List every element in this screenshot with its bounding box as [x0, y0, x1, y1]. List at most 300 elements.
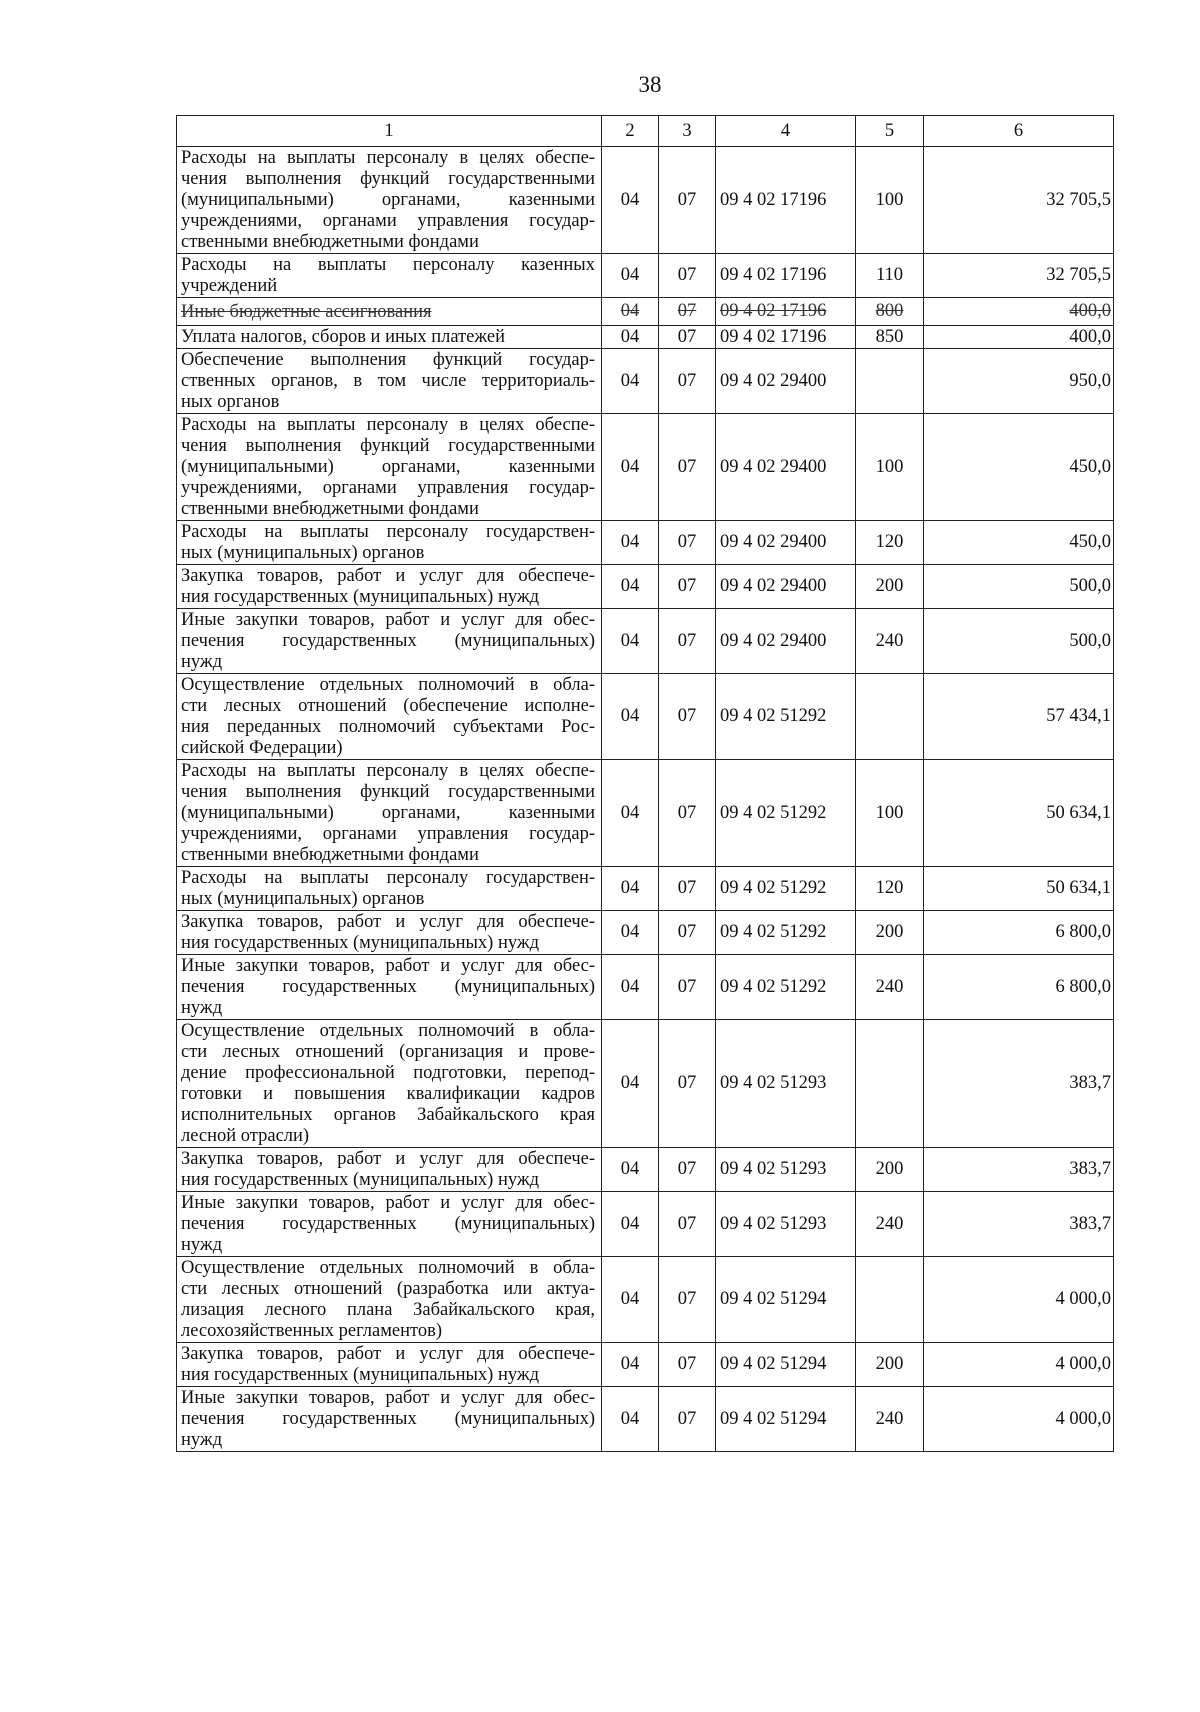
row-target-article: [716, 298, 856, 326]
row-section-value: 04: [620, 706, 640, 726]
row-amount: [924, 147, 1114, 254]
row-subsection-value: 07: [677, 1073, 697, 1093]
row-target-article-value: 09 4 02 51292: [720, 802, 827, 823]
column-header-6: 6: [924, 116, 1114, 147]
row-target-article-value: 09 4 02 51293: [720, 1073, 827, 1093]
row-expense-type-value: 800: [875, 301, 904, 321]
row-amount-value: 450,0: [1069, 456, 1111, 477]
column-header-4: 4: [716, 116, 856, 147]
description-line: учреждений: [181, 276, 278, 296]
row-subsection: [659, 521, 716, 565]
row-target-article-value: 09 4 02 51292: [720, 706, 827, 726]
row-target-article-value: 09 4 02 29400: [720, 630, 827, 651]
row-expense-type: [856, 1387, 924, 1452]
row-target-article-value: 09 4 02 51294: [720, 1289, 827, 1309]
row-expense-type: [856, 674, 924, 760]
row-amount: [924, 1387, 1114, 1452]
table-row: [177, 147, 1114, 254]
row-section-value: 04: [620, 976, 640, 997]
description-line: Закупка товаров, работ и услуг для обеспече-: [181, 912, 595, 932]
description-line: готовки и повышения квалификации кадров: [181, 1084, 595, 1104]
row-subsection: [659, 760, 716, 867]
row-subsection: [659, 1148, 716, 1192]
description-line: Осуществление отдельных полномочий в обла-: [181, 675, 595, 695]
row-expense-type-value: 200: [875, 576, 904, 596]
row-section: [602, 254, 659, 298]
description-line: нужд: [181, 1430, 223, 1450]
table-row: [177, 609, 1114, 674]
row-target-article: [716, 326, 856, 349]
row-section-value: 04: [620, 301, 640, 321]
row-section-value: 04: [620, 922, 640, 942]
row-subsection-value: 07: [677, 1213, 697, 1234]
row-description: [177, 521, 602, 565]
row-section-value: 04: [620, 326, 640, 347]
description-line: нужд: [181, 652, 223, 672]
row-section: [602, 521, 659, 565]
row-target-article: [716, 414, 856, 521]
row-amount-value: 950,0: [1069, 370, 1111, 391]
description-line: чения выполнения функций государственными: [181, 169, 595, 189]
table-row: [177, 867, 1114, 911]
description-line: Закупка товаров, работ и услуг для обеспече-: [181, 1344, 595, 1364]
row-section-value: 04: [620, 1159, 640, 1179]
row-subsection-value: 07: [677, 976, 697, 997]
row-section-value: 04: [620, 802, 640, 823]
row-subsection: [659, 1387, 716, 1452]
row-target-article: [716, 565, 856, 609]
row-amount: [924, 955, 1114, 1020]
description-line: ственными внебюджетными фондами: [181, 845, 479, 865]
row-section: [602, 1192, 659, 1257]
row-expense-type: [856, 254, 924, 298]
column-header-5: 5: [856, 116, 924, 147]
row-expense-type: [856, 1148, 924, 1192]
row-section-value: 04: [620, 1073, 640, 1093]
row-target-article: [716, 674, 856, 760]
row-subsection-value: 07: [677, 630, 697, 651]
table-body: [177, 147, 1114, 1452]
row-expense-type: [856, 1257, 924, 1343]
row-target-article-value: 09 4 02 51292: [720, 976, 827, 997]
description-line: сти лесных отношений (разработка или актуа-: [181, 1279, 595, 1299]
row-target-article: [716, 1192, 856, 1257]
row-expense-type: [856, 565, 924, 609]
description-line: нужд: [181, 1235, 223, 1255]
row-section: [602, 326, 659, 349]
row-target-article-value: 09 4 02 29400: [720, 576, 827, 596]
row-amount: [924, 1192, 1114, 1257]
row-target-article: [716, 521, 856, 565]
row-amount-value: 383,7: [1069, 1073, 1111, 1093]
row-target-article: [716, 911, 856, 955]
row-subsection-value: 07: [677, 576, 697, 596]
row-target-article-value: 09 4 02 51292: [720, 922, 827, 942]
row-amount: [924, 1343, 1114, 1387]
table-row: [177, 326, 1114, 349]
table-row: [177, 1343, 1114, 1387]
description-line: учреждениями, органами управления государ-: [181, 211, 595, 231]
row-expense-type-value: 100: [875, 189, 904, 210]
description-line: исполнительных органов Забайкальского края: [181, 1105, 595, 1125]
row-target-article-value: 09 4 02 29400: [720, 370, 827, 391]
row-description: [177, 254, 602, 298]
row-section: [602, 1387, 659, 1452]
row-target-article-value: 09 4 02 29400: [720, 456, 827, 477]
row-expense-type-value: 240: [875, 1213, 904, 1234]
column-header-3: 3: [659, 116, 716, 147]
row-amount: [924, 1020, 1114, 1148]
row-subsection: [659, 867, 716, 911]
row-amount-value: 4 000,0: [1055, 1289, 1111, 1309]
row-subsection: [659, 1257, 716, 1343]
row-description: [177, 147, 602, 254]
row-section: [602, 1020, 659, 1148]
row-description: [177, 1148, 602, 1192]
row-section: [602, 955, 659, 1020]
row-expense-type: [856, 1192, 924, 1257]
table-row: [177, 1387, 1114, 1452]
description-line: (муниципальными) органами, казенными: [181, 190, 595, 210]
description-line: лесной отрасли): [181, 1126, 310, 1146]
row-target-article: [716, 1148, 856, 1192]
row-subsection: [659, 609, 716, 674]
row-subsection: [659, 414, 716, 521]
budget-table: [176, 115, 1114, 1452]
row-section-value: 04: [620, 1408, 640, 1429]
row-expense-type: [856, 349, 924, 414]
row-subsection: [659, 147, 716, 254]
description-line: лизация лесного плана Забайкальского края,: [181, 1300, 595, 1320]
description-line: Расходы на выплаты персоналу в целях обеспе-: [181, 761, 595, 781]
description-line: Расходы на выплаты персоналу государствен-: [181, 868, 595, 888]
table-row: [177, 565, 1114, 609]
description-line: (муниципальными) органами, казенными: [181, 803, 595, 823]
column-header-1: 1: [177, 116, 602, 147]
row-expense-type-value: 200: [875, 1354, 904, 1374]
row-target-article: [716, 609, 856, 674]
row-target-article: [716, 867, 856, 911]
description-line: нужд: [181, 998, 223, 1018]
description-line: Расходы на выплаты персоналу в целях обеспе-: [181, 148, 595, 168]
row-amount: [924, 674, 1114, 760]
table-row: [177, 1148, 1114, 1192]
row-section: [602, 298, 659, 326]
table-row: [177, 298, 1114, 326]
page-number: 38: [638, 72, 662, 97]
description-line: учреждениями, органами управления государ-: [181, 824, 595, 844]
row-section: [602, 674, 659, 760]
row-section: [602, 1148, 659, 1192]
row-subsection-value: 07: [677, 456, 697, 477]
description-line: сийской Федерации): [181, 738, 343, 758]
row-amount-value: 400,0: [1069, 326, 1111, 347]
row-expense-type: [856, 147, 924, 254]
description-line: Иные закупки товаров, работ и услуг для обес-: [181, 1193, 595, 1213]
row-target-article-value: 09 4 02 51293: [720, 1213, 827, 1234]
row-amount-value: 400,0: [1069, 301, 1111, 321]
row-expense-type-value: 100: [875, 456, 904, 477]
row-subsection: [659, 254, 716, 298]
description-line: ственными внебюджетными фондами: [181, 232, 479, 252]
row-subsection: [659, 674, 716, 760]
row-section-value: 04: [620, 532, 640, 552]
table-row: [177, 1020, 1114, 1148]
row-section: [602, 349, 659, 414]
row-subsection-value: 07: [677, 265, 697, 285]
description-line: ных (муниципальных) органов: [181, 543, 425, 563]
row-description: [177, 326, 602, 349]
row-section-value: 04: [620, 456, 640, 477]
row-description: [177, 609, 602, 674]
description-line: ственных органов, в том числе территориаль-: [181, 371, 595, 391]
row-amount-value: 32 705,5: [1046, 265, 1111, 285]
table-row: [177, 254, 1114, 298]
row-section: [602, 147, 659, 254]
row-subsection-value: 07: [677, 301, 697, 321]
row-amount-value: 500,0: [1069, 630, 1111, 651]
row-expense-type: [856, 298, 924, 326]
row-section: [602, 867, 659, 911]
row-expense-type: [856, 867, 924, 911]
row-expense-type-value: 240: [875, 630, 904, 651]
row-target-article: [716, 1257, 856, 1343]
row-expense-type: [856, 1020, 924, 1148]
table-row: [177, 521, 1114, 565]
row-amount: [924, 609, 1114, 674]
row-target-article: [716, 254, 856, 298]
description-line: учреждениями, органами управления государ-: [181, 478, 595, 498]
row-subsection-value: 07: [677, 370, 697, 391]
description-line: сти лесных отношений (организация и прове-: [181, 1042, 595, 1062]
row-section-value: 04: [620, 630, 640, 651]
description-line: ния государственных (муниципальных) нужд: [181, 933, 540, 953]
description-line: ных органов: [181, 392, 280, 412]
row-description: [177, 414, 602, 521]
description-line: (муниципальными) органами, казенными: [181, 457, 595, 477]
row-amount: [924, 326, 1114, 349]
row-description: [177, 1192, 602, 1257]
row-amount: [924, 760, 1114, 867]
row-target-article-value: 09 4 02 51292: [720, 878, 827, 898]
row-expense-type: [856, 521, 924, 565]
row-target-article-value: 09 4 02 17196: [720, 301, 827, 321]
description-line: чения выполнения функций государственными: [181, 436, 595, 456]
description-line: Осуществление отдельных полномочий в обла-: [181, 1258, 595, 1278]
row-target-article-value: 09 4 02 51294: [720, 1354, 827, 1374]
description-line: чения выполнения функций государственными: [181, 782, 595, 802]
description-line: печения государственных (муниципальных): [181, 631, 595, 651]
table-row: [177, 760, 1114, 867]
row-description: [177, 565, 602, 609]
row-expense-type: [856, 1343, 924, 1387]
row-description: [177, 1020, 602, 1148]
row-description: [177, 911, 602, 955]
row-subsection-value: 07: [677, 189, 697, 210]
row-subsection: [659, 955, 716, 1020]
row-expense-type: [856, 414, 924, 521]
description-line: Осуществление отдельных полномочий в обла-: [181, 1021, 595, 1041]
row-section-value: 04: [620, 1213, 640, 1234]
row-subsection: [659, 565, 716, 609]
row-target-article: [716, 1343, 856, 1387]
row-subsection-value: 07: [677, 878, 697, 898]
row-expense-type-value: 850: [875, 326, 904, 347]
row-section: [602, 565, 659, 609]
row-section: [602, 1343, 659, 1387]
row-target-article-value: 09 4 02 17196: [720, 326, 827, 347]
description-line: ния переданных полномочий субъектами Рос-: [181, 717, 595, 737]
row-amount: [924, 1148, 1114, 1192]
row-amount: [924, 349, 1114, 414]
row-section: [602, 1257, 659, 1343]
row-subsection: [659, 298, 716, 326]
row-target-article-value: 09 4 02 17196: [720, 189, 827, 210]
row-expense-type-value: 120: [875, 878, 904, 898]
row-amount-value: 6 800,0: [1055, 922, 1111, 942]
description-line: ных (муниципальных) органов: [181, 889, 425, 909]
row-subsection: [659, 349, 716, 414]
description-line: Расходы на выплаты персоналу казенных: [181, 255, 595, 275]
table-row: [177, 1257, 1114, 1343]
row-amount: [924, 254, 1114, 298]
row-expense-type-value: 110: [875, 265, 904, 285]
table-row: [177, 674, 1114, 760]
row-subsection-value: 07: [677, 1159, 697, 1179]
row-section: [602, 609, 659, 674]
row-subsection-value: 07: [677, 802, 697, 823]
row-description: [177, 760, 602, 867]
row-amount: [924, 521, 1114, 565]
row-amount-value: 57 434,1: [1046, 706, 1111, 726]
description-line: Иные закупки товаров, работ и услуг для обес-: [181, 956, 595, 976]
row-target-article: [716, 349, 856, 414]
row-description: [177, 1343, 602, 1387]
row-section: [602, 911, 659, 955]
description-line: лесохозяйственных регламентов): [181, 1321, 443, 1341]
row-target-article: [716, 147, 856, 254]
description-line: ния государственных (муниципальных) нужд: [181, 587, 540, 607]
row-target-article: [716, 760, 856, 867]
row-section-value: 04: [620, 370, 640, 391]
description-line: Закупка товаров, работ и услуг для обеспече-: [181, 1149, 595, 1169]
row-target-article: [716, 955, 856, 1020]
row-amount-value: 383,7: [1069, 1159, 1111, 1179]
row-amount-value: 32 705,5: [1046, 189, 1111, 210]
row-section-value: 04: [620, 1289, 640, 1309]
row-description: [177, 1387, 602, 1452]
row-expense-type-value: 120: [875, 532, 904, 552]
row-description: [177, 674, 602, 760]
row-amount: [924, 414, 1114, 521]
row-subsection-value: 07: [677, 532, 697, 552]
description-line: печения государственных (муниципальных): [181, 1214, 595, 1234]
row-amount-value: 500,0: [1069, 576, 1111, 596]
row-amount-value: 450,0: [1069, 532, 1111, 552]
description-line: печения государственных (муниципальных): [181, 1409, 595, 1429]
row-amount-value: 383,7: [1069, 1213, 1111, 1234]
row-description: [177, 1257, 602, 1343]
description-line: печения государственных (муниципальных): [181, 977, 595, 997]
table-row: [177, 955, 1114, 1020]
description-line: Расходы на выплаты персоналу государствен-: [181, 522, 595, 542]
row-description: [177, 867, 602, 911]
description-line: Иные закупки товаров, работ и услуг для обес-: [181, 610, 595, 630]
description-line: Иные бюджетные ассигнования: [181, 301, 432, 322]
row-expense-type: [856, 911, 924, 955]
row-amount: [924, 565, 1114, 609]
row-target-article: [716, 1387, 856, 1452]
row-amount-value: 50 634,1: [1046, 878, 1111, 898]
description-line: ния государственных (муниципальных) нужд: [181, 1170, 540, 1190]
row-expense-type: [856, 955, 924, 1020]
table-row: [177, 349, 1114, 414]
row-description: [177, 349, 602, 414]
row-expense-type-value: 200: [875, 1159, 904, 1179]
row-section: [602, 414, 659, 521]
row-expense-type-value: 100: [875, 802, 904, 823]
row-expense-type-value: 200: [875, 922, 904, 942]
description-line: дение профессиональной подготовки, перепод-: [181, 1063, 595, 1083]
description-line: Иные закупки товаров, работ и услуг для обес-: [181, 1388, 595, 1408]
row-expense-type: [856, 326, 924, 349]
row-target-article-value: 09 4 02 51293: [720, 1159, 827, 1179]
row-target-article: [716, 1020, 856, 1148]
row-target-article-value: 09 4 02 17196: [720, 265, 827, 285]
row-subsection-value: 07: [677, 1408, 697, 1429]
row-subsection-value: 07: [677, 922, 697, 942]
row-subsection: [659, 1192, 716, 1257]
description-line: ственными внебюджетными фондами: [181, 499, 479, 519]
row-subsection: [659, 911, 716, 955]
row-amount-value: 4 000,0: [1055, 1354, 1111, 1374]
row-section-value: 04: [620, 878, 640, 898]
description-line: ния государственных (муниципальных) нужд: [181, 1365, 540, 1385]
row-amount-value: 50 634,1: [1046, 802, 1111, 823]
column-header-2: 2: [602, 116, 659, 147]
table-row: [177, 1192, 1114, 1257]
row-subsection-value: 07: [677, 1289, 697, 1309]
row-amount-value: 4 000,0: [1055, 1408, 1111, 1429]
row-expense-type-value: 240: [875, 976, 904, 997]
row-section-value: 04: [620, 189, 640, 210]
row-subsection: [659, 1343, 716, 1387]
row-subsection: [659, 326, 716, 349]
table-header-row: [177, 116, 1114, 147]
row-amount: [924, 911, 1114, 955]
row-expense-type: [856, 760, 924, 867]
row-amount: [924, 298, 1114, 326]
row-section-value: 04: [620, 1354, 640, 1374]
row-target-article-value: 09 4 02 51294: [720, 1408, 827, 1429]
row-target-article-value: 09 4 02 29400: [720, 532, 827, 552]
row-subsection: [659, 1020, 716, 1148]
row-section-value: 04: [620, 576, 640, 596]
row-description: [177, 955, 602, 1020]
row-amount: [924, 867, 1114, 911]
description-line: сти лесных отношений (обеспечение исполне-: [181, 696, 595, 716]
row-description: [177, 298, 602, 326]
description-line: Расходы на выплаты персоналу в целях обеспе-: [181, 415, 595, 435]
row-amount: [924, 1257, 1114, 1343]
row-subsection-value: 07: [677, 1354, 697, 1374]
description-line: Закупка товаров, работ и услуг для обеспече-: [181, 566, 595, 586]
table-row: [177, 414, 1114, 521]
row-expense-type-value: 240: [875, 1408, 904, 1429]
description-line: Обеспечение выполнения функций государ-: [181, 350, 595, 370]
row-subsection-value: 07: [677, 326, 697, 347]
table-row: [177, 911, 1114, 955]
